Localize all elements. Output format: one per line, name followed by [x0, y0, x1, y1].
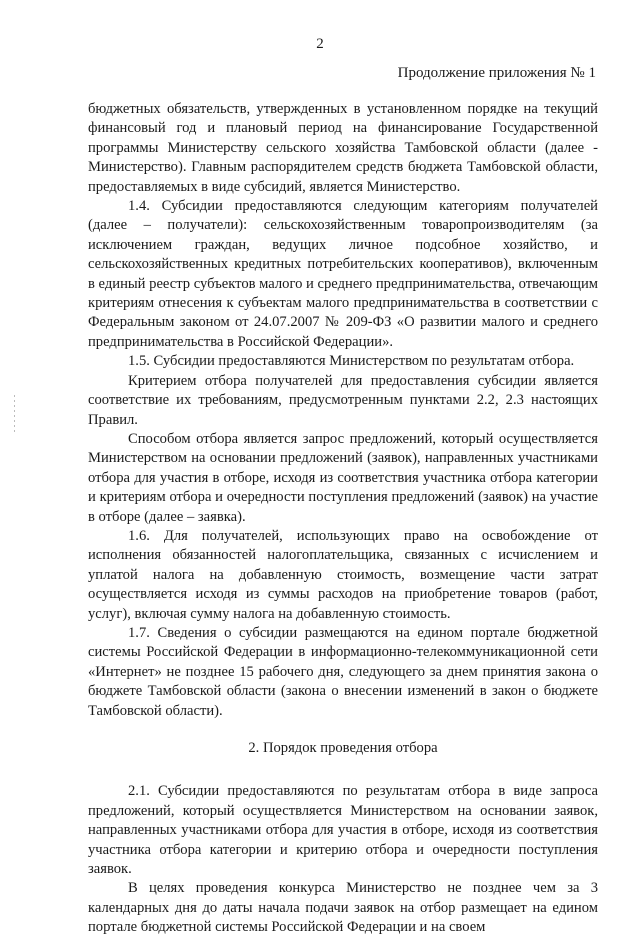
document-body — [88, 100, 598, 938]
section-heading: 2. Порядок проведения отбора — [248, 740, 438, 756]
paragraph-1-4: 1.4. Субсидии предоставляются следующим категориям получателей (далее – получатели): сельскохозяйственным товаропроизводителям (за исключением граждан, ведущих личное подсобное хозяйство, и сельскохозяйственных кредитных потребительских кооперативов), включенным в единый реестр субъектов малого и среднего предпринимательства, отвечающим критериям отнесения к субъектам малого предпринимательства в соответствии с Федеральным законом от 24.07.2007 № 209-ФЗ «О развитии малого и среднего предпринимательства в Российской Федерации». — [88, 198, 598, 350]
paragraph-continuation: бюджетных обязательств, утвержденных в установленном порядке на текущий финансовый год и плановый период на финансирование Государственной программы Министерству сельского хозяйства Тамбовской области (далее - Министерство). Главным распорядителем средств бюджета Тамбовской области, предоставляемых в виде субсидий, является Министерство. — [88, 101, 598, 195]
paragraph-selection-method: Способом отбора является запрос предложений, который осуществляется Министерством на основании предложений (заявок), направленных участниками отбора для участия в отборе, исходя из соответствия участника отбора категории и критериям отбора и очередности поступления предложений (заявок) на участие в отборе (далее – заявка). — [88, 430, 598, 525]
paragraph-1-5: 1.5. Субсидии предоставляются Министерством по результатам отбора. — [128, 353, 575, 370]
scan-margin-mark — [14, 395, 15, 435]
paragraph-contest-notice: В целях проведения конкурса Министерство не позднее чем за 3 календарных дня до даты начала подачи заявок на отбор размещает на едином портале бюджетной системы Российской Федерации и на своем — [88, 880, 598, 936]
paragraph-selection-criterion: Критерием отбора получателей для предоставления субсидии является соответствие их требованиям, предусмотренным пунктами 2.2, 2.3 настоящих Правил. — [88, 372, 598, 428]
page-number: 2 — [316, 36, 324, 52]
paragraph-1-7: 1.7. Сведения о субсидии размещаются на едином портале бюджетной системы Российской Федерации в информационно-телекоммуникационной сети «Интернет» не позднее 15 рабочего дня, следующего за днем принятия закона о бюджете Тамбовской области (закона о внесении изменений в закон о бюджете Тамбовской области). — [88, 624, 598, 719]
appendix-continuation-note: Продолжение приложения № 1 — [397, 65, 596, 81]
paragraph-2-1: 2.1. Субсидии предоставляются по результатам отбора в виде запроса предложений, который осуществляется Министерством на основании заявок, направленных участниками отбора для участия в отборе, исходя из соответствия участника отбора категории и критерию отбора и очередности поступления заявок. — [88, 783, 598, 878]
paragraph-1-6: 1.6. Для получателей, использующих право на освобождение от исполнения обязанностей налогоплательщика, связанных с исчислением и уплатой налога на добавленную стоимость, возмещение части затрат осуществляется исходя из суммы расходов на приобретение товаров (работ, услуг), включая сумму налога на добавленную стоимость. — [88, 527, 598, 622]
